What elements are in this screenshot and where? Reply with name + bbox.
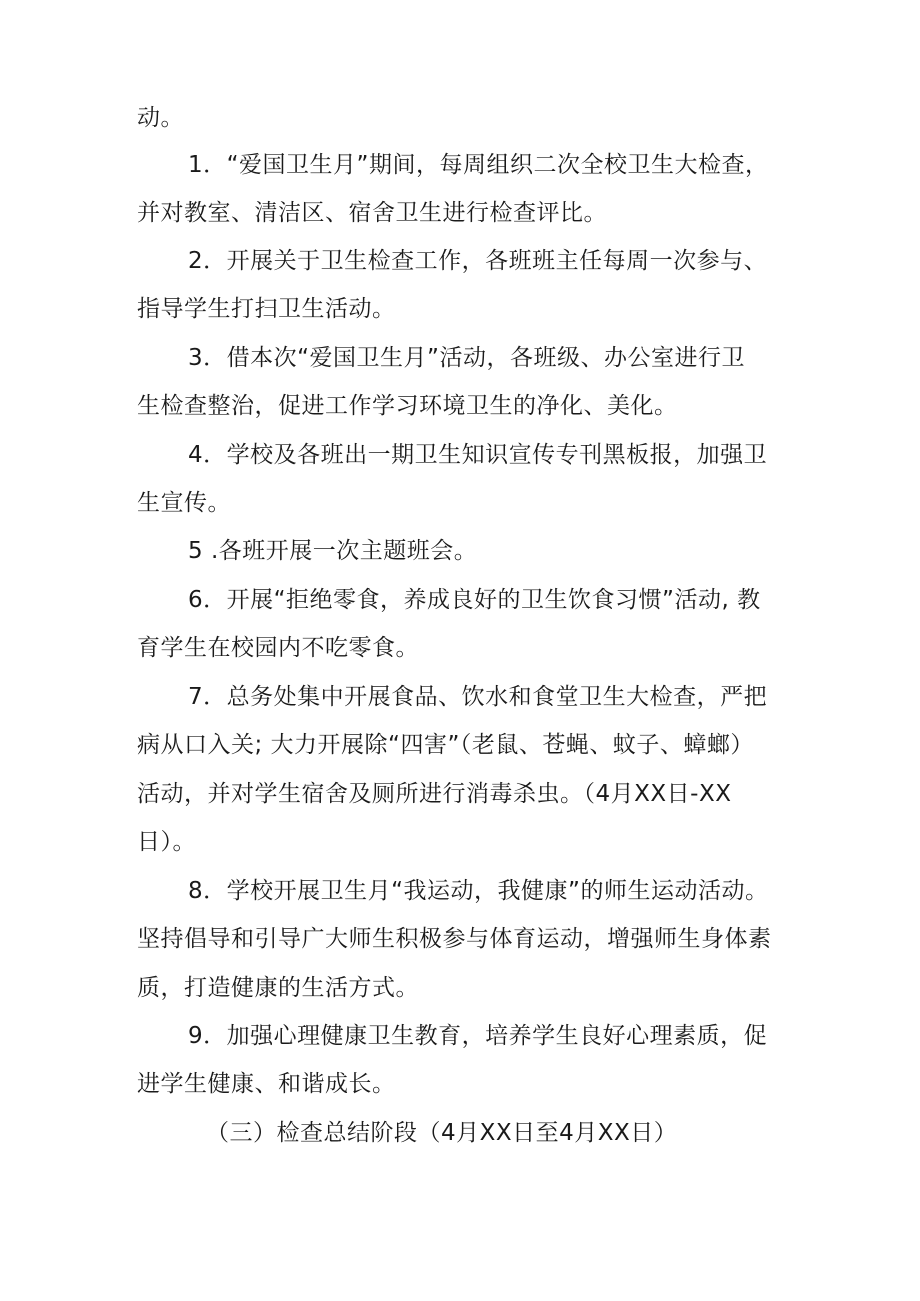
text-line: 4．学校及各班出一期卫生知识宣传专刊黑板报，加强卫 <box>188 442 768 468</box>
text-line: 8．学校开展卫生月“我运动，我健康”的师生运动活动。 <box>188 878 769 904</box>
text-line: 3．借本次“爱国卫生月”活动，各班级、办公室进行卫 <box>188 345 745 371</box>
section-heading: （三）检查总结阶段（4月XX日至4月XX日） <box>206 1120 678 1146</box>
text-line: 质，打造健康的生活方式。 <box>137 975 419 1001</box>
text-line: 病从口入关; 大力开展除“四害”（老鼠、苍蝇、蚊子、蟑螂） <box>137 732 754 758</box>
text-line: 活动，并对学生宿舍及厕所进行消毒杀虫。（4月XX日-XX <box>137 781 732 807</box>
text-line: 进学生健康、和谐成长。 <box>137 1071 396 1097</box>
text-line: 6．开展“拒绝零食，养成良好的卫生饮食习惯”活动, 教 <box>188 587 761 613</box>
text-line: 日）。 <box>137 829 196 855</box>
text-line: 生宣传。 <box>137 490 231 516</box>
text-line: 1．“爱国卫生月”期间，每周组织二次全校卫生大检查， <box>188 152 769 178</box>
text-line: 动。 <box>137 105 184 131</box>
text-line: 9．加强心理健康卫生教育，培养学生良好心理素质，促 <box>188 1023 768 1049</box>
text-line: 并对教室、清洁区、宿舍卫生进行检查评比。 <box>137 200 607 226</box>
text-line: 生检查整治，促进工作学习环境卫生的净化、美化。 <box>137 393 678 419</box>
text-line: 7．总务处集中开展食品、饮水和食堂卫生大检查，严把 <box>188 684 768 710</box>
text-line: 5 .各班开展一次主题班会。 <box>188 538 478 564</box>
text-line: 坚持倡导和引导广大师生积极参与体育运动，增强师生身体素 <box>137 926 772 952</box>
text-line: 2．开展关于卫生检查工作，各班班主任每周一次参与、 <box>188 248 768 274</box>
text-line: 育学生在校园内不吃零食。 <box>137 635 419 661</box>
text-line: 指导学生打扫卫生活动。 <box>137 296 396 322</box>
